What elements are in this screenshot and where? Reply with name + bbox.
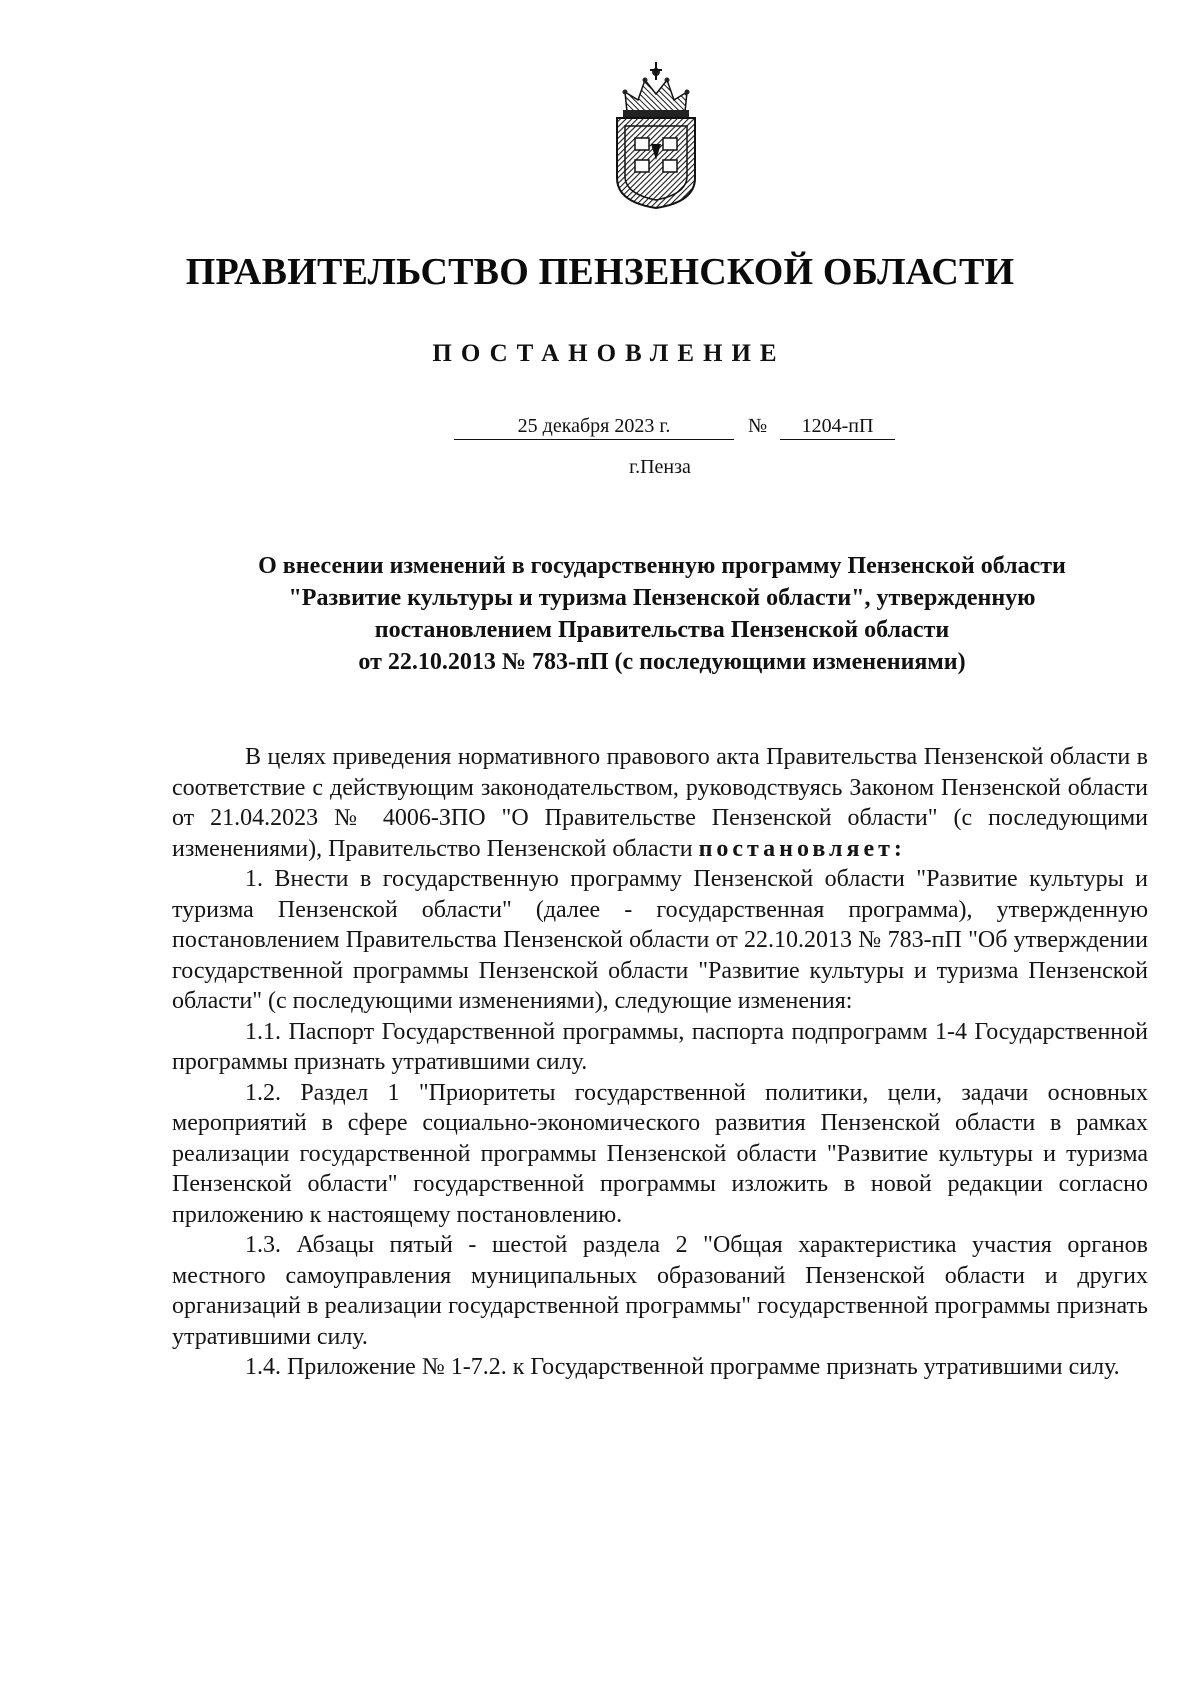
coat-of-arms-emblem	[605, 60, 707, 210]
clause-1-2: 1.2. Раздел 1 "Приоритеты государственной политики, цели, задачи основных мероприятий в сфере социально-экономического развития Пензенской области в рамках реализации государственной программы Пензенской области "Развитие культуры и туризма Пензенской области" государственной программы изложить в новой редакции согласно приложению к настоящему постановлению.	[172, 1079, 1148, 1228]
decree-subject	[172, 550, 1152, 678]
decree-body	[172, 742, 1148, 1383]
clause-1-3: 1.3. Абзацы пятый - шестой раздела 2 "Общая характеристика участия органов местного самоуправления муниципальных образований Пензенской области и других организаций в реализации государственной программы" государственной программы признать утратившими силу.	[172, 1232, 1148, 1350]
subject-line: О внесении изменений в государственную программу Пензенской области	[258, 553, 1066, 579]
decrees-word: постановляет:	[698, 835, 906, 862]
subject-line: постановлением Правительства Пензенской области	[374, 617, 950, 643]
preamble-text: В целях приведения нормативного правового акта Правительства Пензенской области в соответствие с действующим законодательством, руководствуясь Законом Пензенской области от 21.04.2023 № 4006-ЗПО "О Правительстве Пензенской области" (с последующими изменениями), Правительство Пензенской области	[172, 744, 1148, 862]
decree-date: 25 декабря 2023 г.	[454, 415, 734, 440]
number-sign: №	[748, 415, 768, 437]
clause-1: 1. Внести в государственную программу Пензенской области "Развитие культуры и туризма Пензенской области" (далее - государственная программа), утвержденную постановлением Правительства Пензенской области от 22.10.2013 № 783-пП "Об утверждении государственной программы Пензенской области "Развитие культуры и туризма Пензенской области" (с последующими изменениями), следующие изменения:	[172, 866, 1148, 1014]
subject-line: "Развитие культуры и туризма Пензенской области", утвержденную	[288, 585, 1036, 611]
document-type-title: ПОСТАНОВЛЕНИЕ	[432, 340, 786, 367]
issue-city: г.Пенза	[629, 456, 691, 478]
clause-1-4: 1.4. Приложение № 1-7.2. к Государственной программе признать утратившими силу.	[245, 1354, 1120, 1380]
subject-line: от 22.10.2013 № 783-пП (с последующими изменениями)	[358, 649, 966, 675]
clause-1-1: 1.1. Паспорт Государственной программы, паспорта подпрограмм 1-4 Государственной программы признать утратившими силу.	[172, 1018, 1148, 1075]
preamble-paragraph	[172, 742, 1148, 864]
government-title: ПРАВИТЕЛЬСТВО ПЕНЗЕНСКОЙ ОБЛАСТИ	[185, 251, 1015, 293]
decree-number: 1204-пП	[780, 415, 895, 440]
